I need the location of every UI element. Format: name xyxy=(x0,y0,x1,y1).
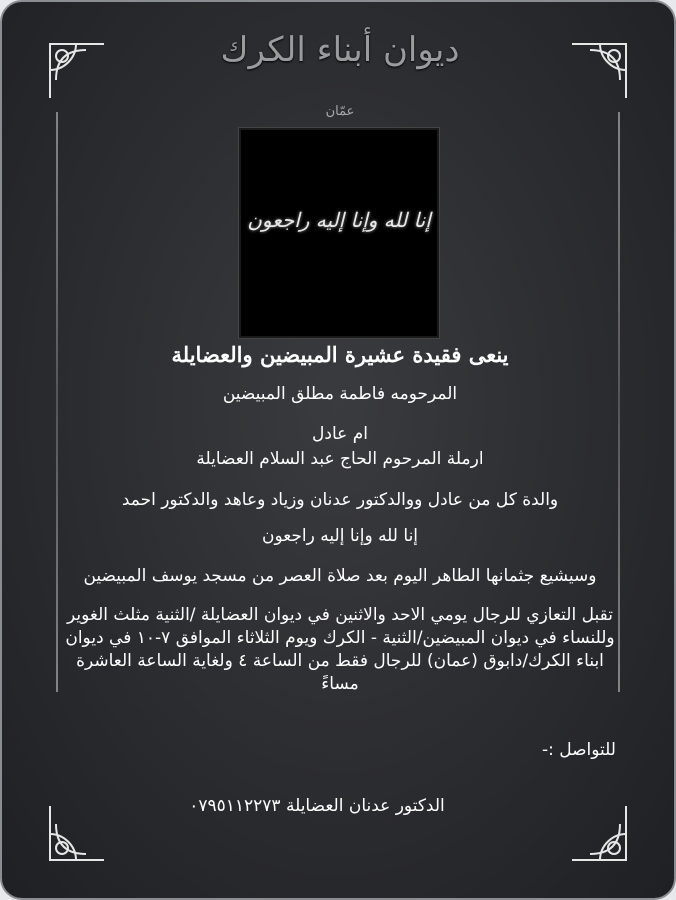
ornament-corner-icon xyxy=(568,802,630,864)
relation-line: ام عادل xyxy=(312,424,368,444)
headline: ينعى فقيدة عشيرة المبيضين والعضايلة xyxy=(171,342,509,367)
relation-line: ارملة المرحوم الحاج عبد السلام العضايلة xyxy=(196,449,484,469)
prayer-line: إنا لله وإنا إليه راجعون xyxy=(261,526,419,546)
ornament-corner-icon xyxy=(46,802,108,864)
funeral-line: وسيشيع جثمانها الطاهر اليوم بعد صلاة العصر من مسجد يوسف المبيضين xyxy=(83,566,597,586)
condolence-details: تقبل التعازي للرجال يومي الاحد والاثنين في ديوان العضايلة /الثنية مثلث الغوير وللنساء في ديوان المبيضين/الثنية - الكرك ويوم الثلاثاء الموافق ٧-١٠ في ديوان ابناء الكرك/دابوق (عمان) للرجال فقط من الساعة ٤ ولغاية الساعة العاشرة مساءً xyxy=(65,605,615,694)
contact-label: للتواصل :- xyxy=(541,740,616,760)
deceased-name: المرحومه فاطمة مطلق المبيضين xyxy=(222,384,458,404)
brand-logo-text: ديوان أبناء الكرك xyxy=(220,30,460,70)
children-line: والدة كل من عادل ووالدكتور عدنان وزياد وعاهد والدكتور احمد xyxy=(121,490,559,510)
contact-phone: الدكتور عدنان العضايلة ٠٧٩٥١١٢٢٧٣ xyxy=(189,796,445,816)
calligraphy-caption: إنا لله وإنا إليه راجعون xyxy=(247,208,431,232)
condolence-image xyxy=(239,128,439,338)
location-label: عمّان xyxy=(325,104,355,119)
